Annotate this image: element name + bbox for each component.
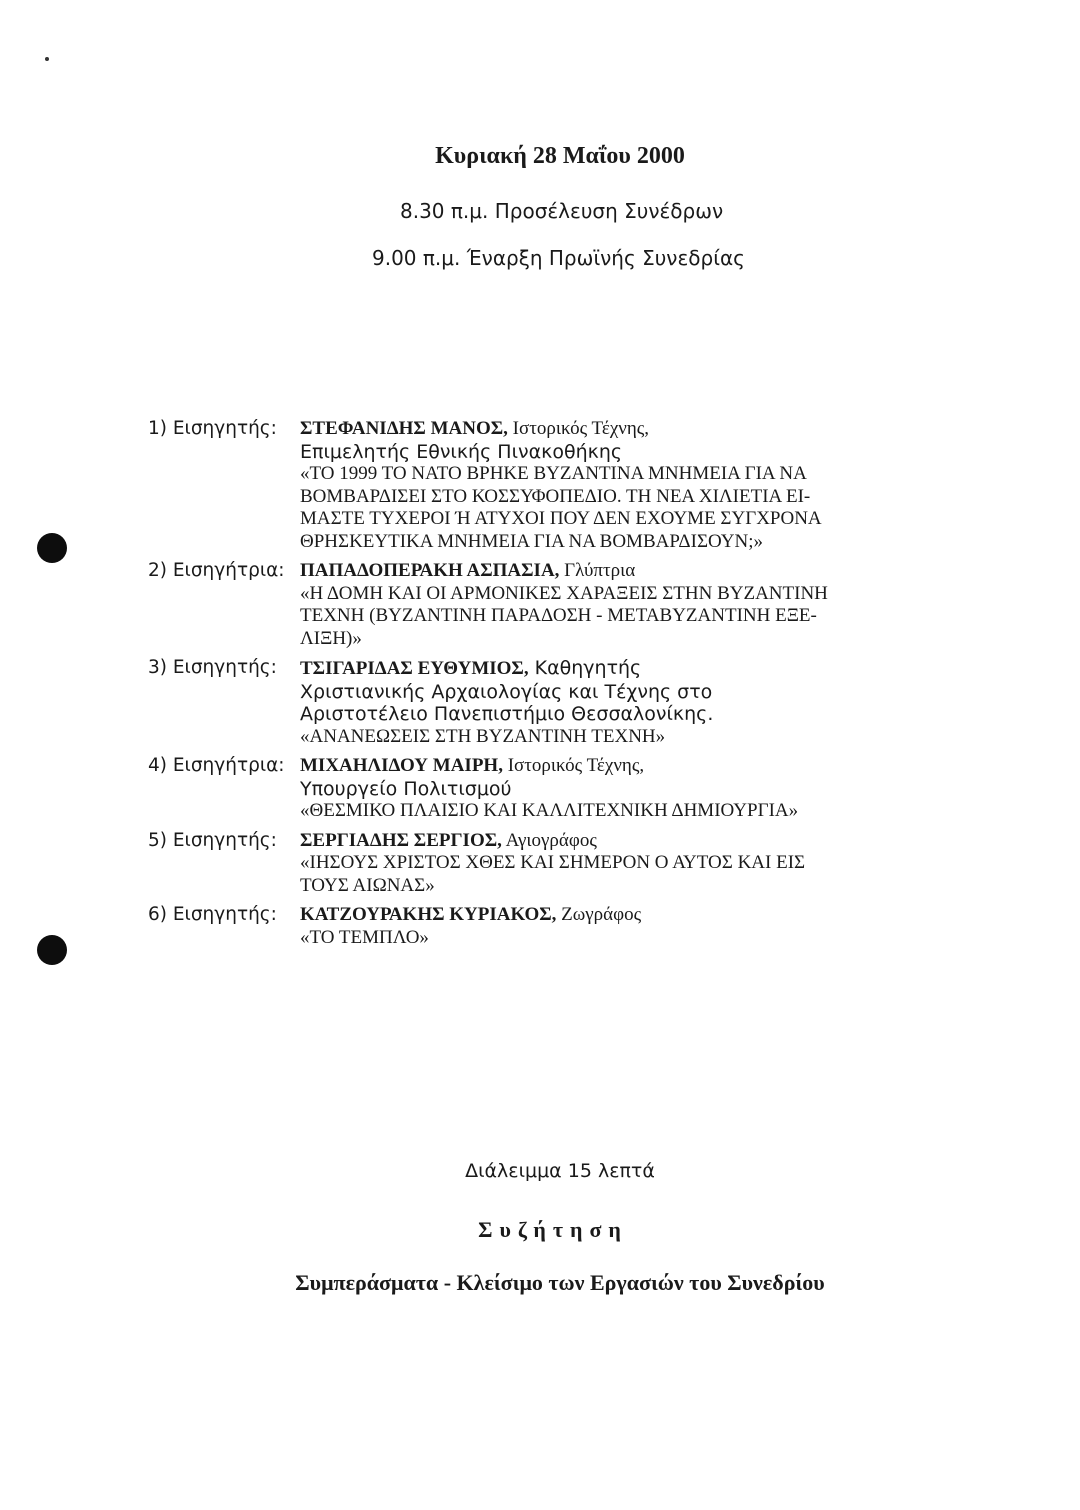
- speaker-heading: [300, 904, 988, 927]
- speaker-role: Καθηγητής: [528, 657, 642, 679]
- schedule-arrival: 8.30 π.μ. Προσέλευση Συνέδρων: [400, 199, 724, 223]
- speaker-name: ΣΤΕΦΑΝΙΔΗΣ ΜΑΝΟΣ,: [300, 418, 508, 439]
- speaker-role: Ιστορικός Τέχνης,: [507, 418, 650, 439]
- discussion-heading: Συζήτηση: [478, 1217, 628, 1242]
- speaker-heading: [300, 418, 988, 441]
- speaker-detail-line: «ΙΗΣΟΥΣ ΧΡΙΣΤΟΣ ΧΘΕΣ ΚΑΙ ΣΗΜΕΡΟΝ Ο ΑΥΤΟΣ ΚΑΙ ΕΙΣ: [300, 852, 806, 873]
- speaker-details: [300, 830, 988, 898]
- speaker-detail-line: «ΘΕΣΜΙΚΟ ΠΛΑΙΣΙΟ ΚΑΙ ΚΑΛΛΙΤΕΧΝΙΚΗ ΔΗΜΙΟΥΡΓΙΑ»: [300, 800, 799, 821]
- speaker-detail-line: «Η ΔΟΜΗ ΚΑΙ ΟΙ ΑΡΜΟΝΙΚΕΣ ΧΑΡΑΞΕΙΣ ΣΤΗΝ ΒΥΖΑΝΤΙΝΗ: [300, 582, 828, 604]
- speaker-label: 3) Εισηγητής:: [148, 657, 277, 678]
- speaker-entry: [148, 418, 988, 553]
- speaker-role: Ζωγράφος: [556, 904, 642, 925]
- speaker-detail-line: Υπουργείο Πολιτισμού: [300, 777, 512, 800]
- speaker-details: [300, 418, 988, 553]
- speaker-entry: [148, 657, 988, 748]
- closing-heading: Συμπεράσματα - Κλείσιμο των Εργασιών του Συνεδρίου: [295, 1270, 825, 1295]
- speaker-heading: [300, 560, 988, 583]
- speaker-label: 2) Εισηγήτρια:: [148, 560, 285, 581]
- speaker-detail-line: «ΤΟ ΤΕΜΠΛΟ»: [300, 926, 429, 948]
- speaker-details: [300, 560, 988, 650]
- speaker-detail-line: «ΑΝΑΝΕΩΣΕΙΣ ΣΤΗ ΒΥΖΑΝΤΙΝΗ ΤΕΧΝΗ»: [300, 725, 666, 747]
- speaker-detail-line: ΤΟΥΣ ΑΙΩΝΑΣ»: [300, 874, 435, 896]
- speaker-label: 5) Εισηγητής:: [148, 829, 277, 851]
- speaker-details: [300, 904, 988, 949]
- speaker-heading: [300, 830, 988, 853]
- schedule-opening: 9.00 π.μ. Έναρξη Πρωϊνής Συνεδρίας: [372, 246, 745, 270]
- speaker-detail-line: Επιμελητής Εθνικής Πινακοθήκης: [300, 440, 623, 463]
- speaker-name: ΜΙΧΑΗΛΙΔΟΥ ΜΑΙΡΗ,: [300, 755, 503, 776]
- speaker-role: Αγιογράφος: [501, 829, 597, 851]
- speaker-detail-line: ΜΑΣΤΕ ΤΥΧΕΡΟΙ Ή ΑΤΥΧΟΙ ΠΟΥ ΔΕΝ ΕΧΟΥΜΕ ΣΥΓΧΡΟΝΑ: [300, 508, 822, 529]
- speaker-detail-line: ΛΙΞΗ)»: [300, 627, 362, 649]
- punch-hole-lower: [37, 935, 67, 965]
- speaker-entry: [148, 830, 988, 898]
- break-notice: Διάλειμμα 15 λεπτά: [465, 1160, 655, 1182]
- speaker-name: ΠΑΠΑΔΟΠΕΡΑΚΗ ΑΣΠΑΣΙΑ,: [300, 560, 560, 581]
- speaker-name: ΣΕΡΓΙΑΔΗΣ ΣΕΡΓΙΟΣ,: [300, 829, 502, 851]
- speaker-entry: [148, 904, 988, 949]
- speaker-heading: [300, 657, 988, 681]
- speaker-details: [300, 657, 988, 748]
- speaker-name: ΤΣΙΓΑΡΙΔΑΣ ΕΥΘΥΜΙΟΣ,: [300, 658, 529, 679]
- speaker-details: [300, 755, 988, 823]
- speaker-heading: [300, 755, 988, 778]
- speaker-detail-line: ΤΕΧΝΗ (ΒΥΖΑΝΤΙΝΗ ΠΑΡΑΔΟΣΗ - ΜΕΤΑΒΥΖΑΝΤΙΝΗ ΕΞΕ-: [300, 605, 817, 626]
- speaker-list: [148, 418, 988, 956]
- speaker-name: ΚΑΤΖΟΥΡΑΚΗΣ ΚΥΡΙΑΚΟΣ,: [300, 904, 557, 925]
- paper-speck: [45, 57, 49, 61]
- speaker-role: Ιστορικός Τέχνης,: [502, 755, 645, 776]
- speaker-entry: [148, 560, 988, 650]
- speaker-label: 1) Εισηγητής:: [148, 418, 277, 439]
- punch-hole-upper: [37, 533, 67, 563]
- speaker-label: 6) Εισηγητής:: [148, 904, 277, 925]
- speaker-detail-line: ΘΡΗΣΚΕΥΤΙΚΑ ΜΝΗΜΕΙΑ ΓΙΑ ΝΑ ΒΟΜΒΑΡΔΙΣΟΥΝ;»: [300, 530, 764, 552]
- speaker-entry: [148, 755, 988, 823]
- speaker-detail-line: ΒΟΜΒΑΡΔΙΣΕΙ ΣΤΟ ΚΟΣΣΥΦΟΠΕΔΙΟ. ΤΗ ΝΕΑ ΧΙΛΙΕΤΙΑ ΕΙ-: [300, 485, 811, 507]
- speaker-detail-line: Αριστοτέλειο Πανεπιστήμιο Θεσσαλονίκης.: [300, 703, 714, 725]
- speaker-label: 4) Εισηγήτρια:: [148, 755, 285, 776]
- speaker-detail-line: «ΤΟ 1999 ΤΟ ΝΑΤΟ ΒΡΗΚΕ ΒΥΖΑΝΤΙΝΑ ΜΝΗΜΕΙΑ ΓΙΑ ΝΑ: [300, 463, 807, 484]
- session-date: Κυριακή 28 Μαΐου 2000: [435, 143, 685, 169]
- speaker-detail-line: Χριστιανικής Αρχαιολογίας και Τέχνης στο: [300, 680, 713, 703]
- speaker-role: Γλύπτρια: [559, 560, 636, 581]
